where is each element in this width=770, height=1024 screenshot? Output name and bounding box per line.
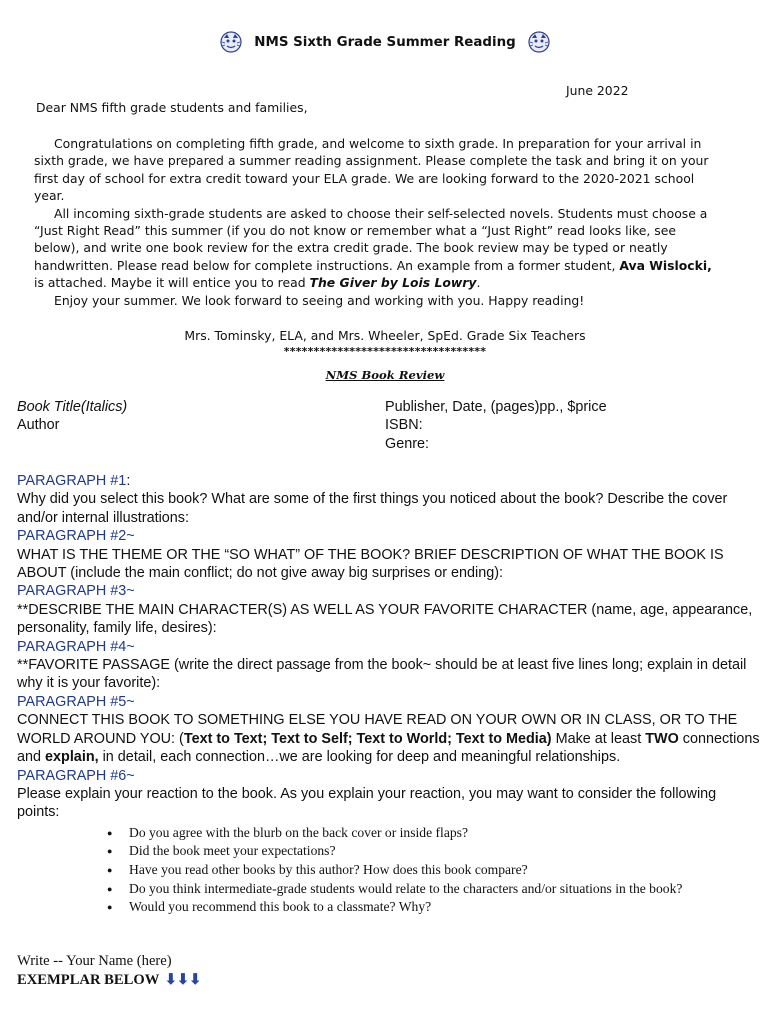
review-meta-left <box>17 398 127 435</box>
paragraph-1-text: Why did you select this book? What are some of the first things you noticed about the book? Describe the cover and/or internal illustrations: <box>17 491 728 526</box>
publisher-field: Publisher, Date, (pages)pp., $price <box>385 399 607 415</box>
paragraph-4-heading: PARAGRAPH #4~ <box>17 638 135 655</box>
student-name: Ava Wislocki, <box>619 257 712 273</box>
footer <box>17 952 201 989</box>
paragraph-5-text-b: Make at least <box>551 730 646 747</box>
panther-mascot-icon <box>219 30 243 54</box>
explain-emphasis: explain, <box>45 749 99 766</box>
paragraph-5-text-d: in detail, each connection…we are looking for deep and meaningful relationships. <box>98 749 621 766</box>
review-heading-row <box>0 364 770 383</box>
paragraph-3-heading: PARAGRAPH #3~ <box>17 583 135 600</box>
paragraph-6-heading: PARAGRAPH #6~ <box>17 767 135 784</box>
star-divider: ********************************** <box>283 345 487 358</box>
paragraph-1-colon: : <box>126 473 131 489</box>
paragraph-5-text-a: CONNECT THIS BOOK TO SOMETHING ELSE YOU HAVE READ ON YOUR OWN OR IN CLASS, OR TO THE WORLD AROUND YOU: ( <box>17 712 738 747</box>
write-name-line: Write -- Your Name (here) <box>17 953 172 969</box>
review-heading: NMS Book Review <box>325 368 445 382</box>
list-item: ● Did the book meet your expectations? <box>107 842 762 861</box>
genre-field: Genre: <box>385 435 429 452</box>
letter-salutation: Dear NMS fifth grade students and families, <box>36 100 308 115</box>
list-item: ● Would you recommend this book to a classmate? Why? <box>107 898 762 917</box>
letter-date: June 2022 <box>566 83 629 98</box>
author-field: Author <box>17 417 60 434</box>
list-item: ● Do you think intermediate-grade students would relate to the characters and/or situations in the book? <box>107 880 762 899</box>
down-arrow-icon: ⬇⬇⬇ <box>164 971 202 988</box>
letter-paragraph-2 <box>34 205 724 292</box>
letter-paragraph-3: Enjoy your summer. We look forward to seeing and working with you. Happy reading! <box>54 292 585 308</box>
paragraph-2-heading: PARAGRAPH #2~ <box>17 528 135 545</box>
list-item: ● Do you agree with the blurb on the back cover or inside flaps? <box>107 824 762 843</box>
letter-paragraph-2-text-c: . <box>476 275 481 291</box>
title-row <box>0 30 770 54</box>
letter-paragraph-1: Congratulations on completing fifth grade, and welcome to sixth grade. In preparation for your arrival in sixth grade, we have prepared a summer reading assignment. Please complete the task and bring it on your first day of school for extra credit toward your ELA grade. We are looking forward to the 2020-2021 school year. <box>34 136 709 204</box>
review-meta-right <box>385 398 607 453</box>
exemplar-label-row <box>17 971 201 990</box>
letter-paragraph-2-text-b: is attached. Maybe it will entice you to read <box>34 275 310 291</box>
book-title-field: Book Title(Italics) <box>17 399 128 415</box>
paragraph-5-heading: PARAGRAPH #5~ <box>17 693 135 710</box>
paragraph-1-heading <box>17 472 762 490</box>
connection-types: Text to Text; Text to Self; Text to World; Text to Media) <box>183 730 552 747</box>
recommended-book: The Giver by Lois Lowry <box>309 275 477 291</box>
letter-paragraph-2-text-a: All incoming sixth-grade students are asked to choose their self-selected novels. Students must choose a “Just Right Read” this summer (if you do not know or remember what a “Just Right” read looks like, see below), and write one book review for the extra credit grade. The book review may be typed or neatly handwritten. Please read below for complete instructions. An example from a former student, <box>34 205 708 273</box>
paragraph-4-text: **FAVORITE PASSAGE (write the direct passage from the book~ should be at least five lines long; explain in detail why it is your favorite): <box>17 657 747 692</box>
letter-signoff: Mrs. Tominsky, ELA, and Mrs. Wheeler, SpEd. Grade Six Teachers <box>184 328 586 343</box>
list-item: ● Have you read other books by this author? How does this book compare? <box>107 861 762 880</box>
page-title: NMS Sixth Grade Summer Reading <box>254 34 516 50</box>
paragraph-3-text: **DESCRIBE THE MAIN CHARACTER(S) AS WELL AS YOUR FAVORITE CHARACTER (name, age, appearance, personality, family life, desires): <box>17 601 753 637</box>
exemplar-label: EXEMPLAR BELOW <box>17 971 160 988</box>
letter-body <box>34 135 724 309</box>
paragraph-5-text-c: connections and <box>17 730 760 766</box>
paragraph-6-text: Please explain your reaction to the book. As you explain your reaction, you may want to consider the following points: <box>17 785 717 821</box>
reaction-points-list <box>17 824 762 917</box>
connection-count: TWO <box>645 730 679 747</box>
paragraph-instructions <box>17 472 762 917</box>
panther-mascot-icon <box>527 30 551 54</box>
isbn-field: ISBN: <box>385 417 423 434</box>
paragraph-1-label: PARAGRAPH #1 <box>17 473 127 489</box>
paragraph-5-text <box>17 711 762 766</box>
paragraph-2-text: WHAT IS THE THEME OR THE “SO WHAT” OF THE BOOK? BRIEF DESCRIPTION OF WHAT THE BOOK IS ABOUT (include the main conflict; do not give away big surprises or ending): <box>17 546 724 582</box>
